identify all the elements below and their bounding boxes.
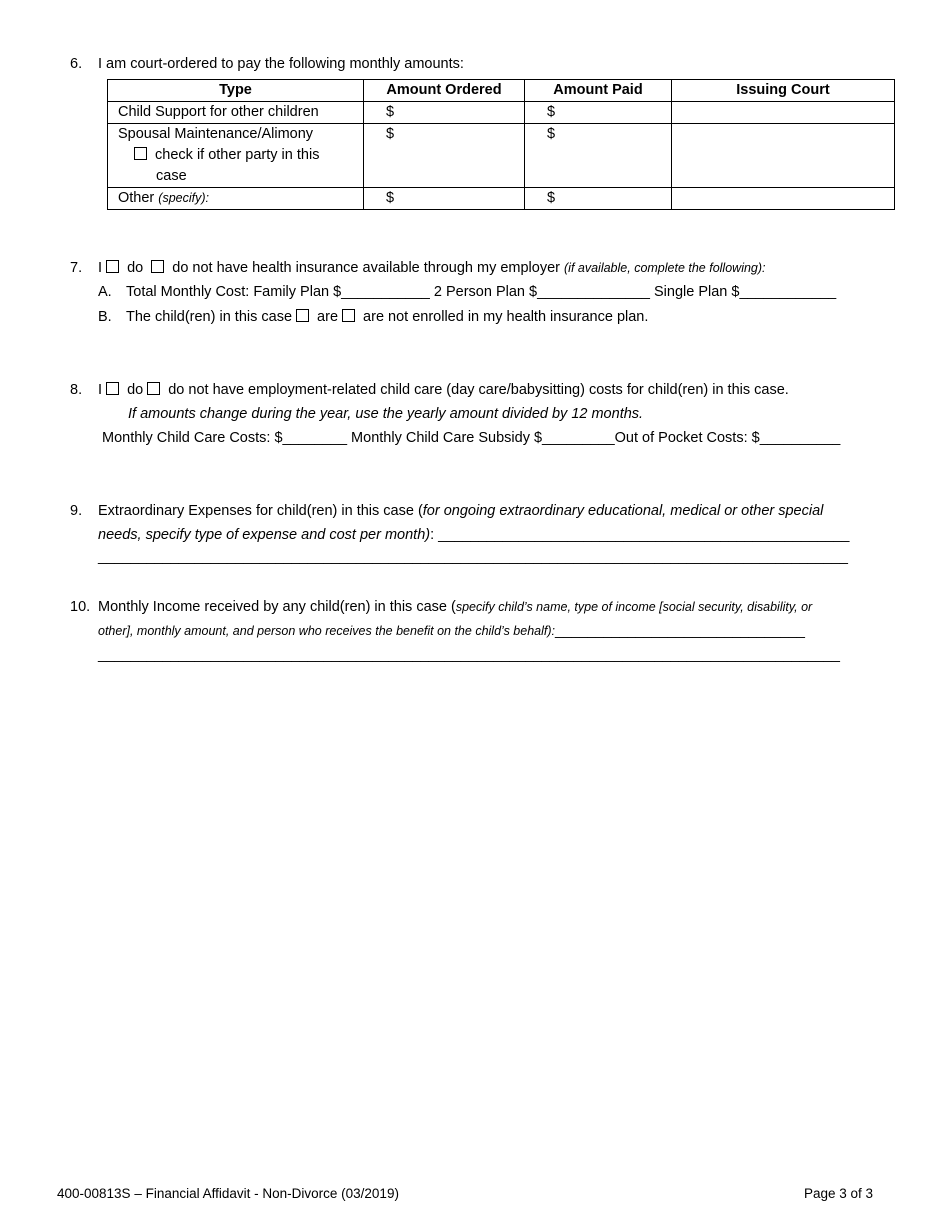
table-row-child-support bbox=[108, 102, 895, 124]
row-paid-child-support[interactable]: $ bbox=[525, 102, 672, 124]
court-ordered-amounts-table bbox=[107, 79, 895, 210]
item-9-text-italic1: for ongoing extraordinary educational, medical or other special bbox=[422, 503, 824, 519]
table-header-row bbox=[108, 80, 895, 102]
item-10-text-italic1: specify child’s name, type of income [social security, disability, or bbox=[455, 600, 813, 614]
row-paid-spousal[interactable]: $ bbox=[525, 124, 672, 188]
item-7b-are-checkbox[interactable] bbox=[296, 309, 309, 322]
row-court-spousal[interactable] bbox=[672, 124, 895, 188]
other-party-check-label-cont: case bbox=[156, 168, 187, 184]
row-ordered-child-support[interactable]: $ bbox=[364, 102, 525, 124]
other-party-check-row bbox=[118, 145, 353, 166]
item-7b-label: B. bbox=[98, 309, 112, 325]
row-type-other: Other bbox=[118, 190, 155, 206]
row-type-child-support: Child Support for other children bbox=[108, 102, 364, 124]
item-6-number: 6. bbox=[70, 56, 83, 72]
item-7-do: do bbox=[127, 260, 144, 276]
item-8-number: 8. bbox=[70, 382, 83, 398]
item-7b-text2: are not enrolled in my health insurance plan. bbox=[363, 309, 649, 325]
item-7a-label: A. bbox=[98, 284, 112, 300]
item-7b-line bbox=[126, 309, 648, 325]
item-10-line1 bbox=[98, 599, 812, 615]
row-ordered-spousal[interactable]: $ bbox=[364, 124, 525, 188]
item-10-blank-2[interactable]: ____________________________________________________________________________________________ bbox=[98, 647, 840, 663]
item-7-do-checkbox[interactable] bbox=[106, 260, 119, 273]
item-8-line bbox=[98, 382, 789, 398]
row-court-other[interactable] bbox=[672, 188, 895, 210]
item-7-text: do not have health insurance available through my employer bbox=[172, 260, 560, 276]
item-8-costs[interactable]: Monthly Child Care Costs: $________ Monthly Child Care Subsidy $_________Out of Pocket Costs: $__________ bbox=[102, 430, 841, 446]
item-7-line bbox=[98, 260, 766, 276]
item-7b-are-not-checkbox[interactable] bbox=[342, 309, 355, 322]
item-9-line2 bbox=[98, 527, 849, 543]
header-amount-paid: Amount Paid bbox=[525, 80, 672, 102]
item-7-i: I bbox=[98, 260, 103, 276]
row-court-child-support[interactable] bbox=[672, 102, 895, 124]
item-10-number: 10. bbox=[70, 599, 91, 615]
item-8-do-checkbox[interactable] bbox=[106, 382, 119, 395]
footer-form-id: 400-00813S – Financial Affidavit - Non-Divorce (03/2019) bbox=[57, 1186, 399, 1201]
item-10-text-italic2: other], monthly amount, and person who receives the benefit on the child’s behalf): bbox=[98, 624, 555, 638]
item-7b-are: are bbox=[317, 309, 339, 325]
header-amount-ordered: Amount Ordered bbox=[364, 80, 525, 102]
item-6-text: I am court-ordered to pay the following monthly amounts: bbox=[98, 56, 464, 72]
item-7a-text[interactable]: Total Monthly Cost: Family Plan $___________ 2 Person Plan $______________ Single Plan $____________ bbox=[126, 284, 837, 300]
item-8-do-not-checkbox[interactable] bbox=[147, 382, 160, 395]
item-9-text-start: Extraordinary Expenses for child(ren) in this case ( bbox=[98, 503, 423, 519]
row-type-other-note: (specify): bbox=[158, 191, 209, 205]
row-type-spousal: Spousal Maintenance/Alimony bbox=[118, 126, 314, 142]
item-8-do: do bbox=[127, 382, 144, 398]
row-paid-other[interactable]: $ bbox=[525, 188, 672, 210]
item-10-text-start: Monthly Income received by any child(ren) in this case ( bbox=[98, 599, 456, 615]
header-type: Type bbox=[108, 80, 364, 102]
row-ordered-other[interactable]: $ bbox=[364, 188, 525, 210]
item-10-line2 bbox=[98, 623, 805, 639]
row-type-other-cell bbox=[108, 188, 364, 210]
footer-page-number: Page 3 of 3 bbox=[803, 1186, 873, 1201]
header-issuing-court: Issuing Court bbox=[672, 80, 895, 102]
item-7b-text1: The child(ren) in this case bbox=[126, 309, 293, 325]
item-8-i: I bbox=[98, 382, 103, 398]
item-9-blank-2[interactable]: _____________________________________________________________________________________________ bbox=[98, 549, 848, 565]
table-row-other bbox=[108, 188, 895, 210]
item-9-line1 bbox=[98, 503, 823, 519]
item-9-text-italic2: needs, specify type of expense and cost per month) bbox=[98, 527, 431, 543]
item-7-note: (if available, complete the following): bbox=[564, 261, 766, 275]
item-7-number: 7. bbox=[70, 260, 83, 276]
other-party-check-label: check if other party in this bbox=[155, 147, 320, 163]
item-9-number: 9. bbox=[70, 503, 83, 519]
item-7-do-not-checkbox[interactable] bbox=[151, 260, 164, 273]
item-10-blank-1[interactable]: _______________________________ bbox=[555, 623, 805, 639]
row-type-spousal-cell bbox=[108, 124, 364, 188]
other-party-checkbox[interactable] bbox=[134, 147, 147, 160]
item-8-text: do not have employment-related child care (day care/babysitting) costs for child(ren) in this case. bbox=[168, 382, 789, 398]
table-row-spousal bbox=[108, 124, 895, 188]
item-9-blank-1[interactable]: : ___________________________________________________ bbox=[430, 527, 850, 543]
item-8-note: If amounts change during the year, use the yearly amount divided by 12 months. bbox=[128, 406, 644, 422]
